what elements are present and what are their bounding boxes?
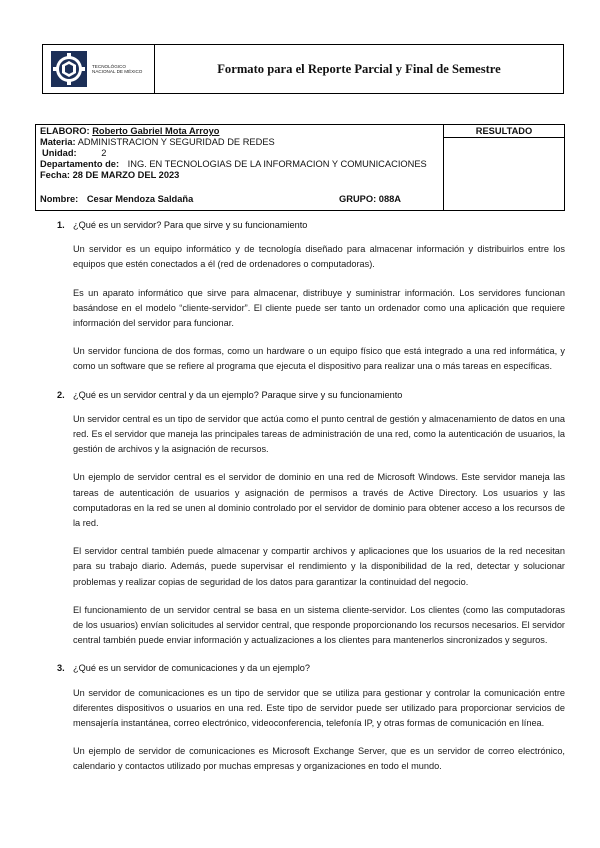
departamento-row [40,159,439,170]
section-2 [57,388,565,649]
logo-text-line: TECNOLÓGICO [92,63,126,69]
answer-paragraph: Un ejemplo de servidor de comunicaciones es Microsoft Exchange Server, que es un servidor de correo electrónico, calendario y contactos utilizado por muchas empresas y organizaciones en todo el mundo. [73,746,565,772]
answer-paragraph: El servidor central también puede almacenar y compartir archivos y aplicaciones que los usuarios de la red necesitan para su trabajo diario. Además, puede supervisar el rendimiento y la disponibilidad de la red, detectar y solucionar problemas y realizar copias de seguridad de los datos para garantizar la continuidad del negocio. [73,546,565,587]
document-header [42,44,564,94]
nombre-value: Cesar Mendoza Saldaña [86,194,194,204]
logo-text [92,64,142,75]
question-text: ¿Qué es un servidor de comunicaciones y da un ejemplo? [73,663,310,674]
fecha-label: Fecha: [40,170,70,180]
fecha-value: 28 DE MARZO DEL 2023 [72,170,180,180]
unidad-label: Unidad: [42,148,77,158]
unidad-row [40,148,439,159]
grupo-value: 088A [378,194,402,204]
student-info [36,125,444,210]
question [57,388,565,403]
gear-logo-icon [51,51,87,87]
question-number: 1. [57,220,65,230]
student-info-table [35,124,565,211]
departamento-value: ING. EN TECNOLOGIAS DE LA INFORMACION Y COMUNICACIONES [127,159,427,169]
fecha-row [40,170,439,181]
answer-paragraph: Un ejemplo de servidor central es el servidor de dominio en una red de Microsoft Windows. Este servidor maneja las tareas de autenticación de usuarios y asignación de permisos a través de Active Directory. Los usuarios y las computadoras en la red se unen al dominio controlado por el servidor de dominio para obtener acceso a los recursos de la red. [73,472,565,529]
materia-row [40,137,439,148]
materia-label: Materia: [40,137,76,147]
answer-paragraph: Un servidor es un equipo informático y de tecnología diseñado para almacenar información y distribuirlos entre los equipos que estén conectados a él (red de ordenadores o computadoras). [73,244,565,270]
elaboro-row [40,126,439,137]
logo-text-line: NACIONAL DE MÉXICO [92,69,143,74]
elaboro-label: ELABORO: [40,126,90,136]
materia-value: ADMINISTRACION Y SEGURIDAD DE REDES [77,137,275,147]
answer-paragraph: El funcionamiento de un servidor central se basa en un sistema cliente-servidor. Los clientes (como las computadoras de los usuarios) envían solicitudes al servidor central, que responde proporcionando los recursos necesarios. El servidor central también puede enviar información y actualizaciones a los clientes para mantenerlos sincronizados y seguros. [73,604,565,646]
question-text: ¿Qué es un servidor? Para que sirve y su funcionamiento [73,220,308,230]
answer-paragraph: Un servidor funciona de dos formas, como un hardware o un equipo físico que está integrado a una red informática, y como un software que se refiere al programa que ejecuta el dispositivo para realizar una o más tareas en específicas. [73,346,565,372]
resultado-header: RESULTADO [444,125,564,138]
question-number: 3. [57,663,65,674]
section-3 [57,661,565,774]
resultado-column [444,125,564,210]
departamento-label: Departamento de: [40,159,120,169]
document-title: Formato para el Reporte Parcial y Final de Semestre [217,61,501,76]
institution-logo [43,45,155,93]
elaboro-value: Roberto Gabriel Mota Arroyo [92,126,220,136]
grupo-row [339,194,401,205]
question [57,661,565,676]
answer-paragraph: Un servidor central es un tipo de servidor que actúa como el punto central de gestión y almacenamiento de datos en una red. Es el servidor que maneja las principales tareas de administración de una red, como la autenticación de usuarios, la gestión de archivos y la asignación de recursos. [73,413,565,455]
question [57,218,565,233]
answer-paragraph: Un servidor de comunicaciones es un tipo de servidor que se utiliza para gestionar y controlar la comunicación entre diferentes dispositivos o usuarios en una red. Este tipo de servidor puede ser utilizado para proporcionar servicios de mensajería instantánea, correo electrónico, videoconferencia, telefonía IP, y otras formas de comunicación en línea. [73,687,565,729]
grupo-label: GRUPO: [339,194,377,204]
section-1 [57,218,565,375]
question-number: 2. [57,389,65,400]
document-body [57,218,565,788]
unidad-value: 2 [101,148,107,158]
nombre-label: Nombre: [40,194,79,204]
nombre-row [40,194,193,205]
question-text: ¿Qué es un servidor central y da un ejemplo? Paraque sirve y su funcionamiento [73,389,403,400]
answer-paragraph: Es un aparato informático que sirve para almacenar, distribuye y suministrar información. Los servidores funcionan basándose en el modelo “cliente-servidor”. El cliente puede ser tanto un ordenador como una aplicación que requiere información del servidor para funcionar. [73,287,565,329]
